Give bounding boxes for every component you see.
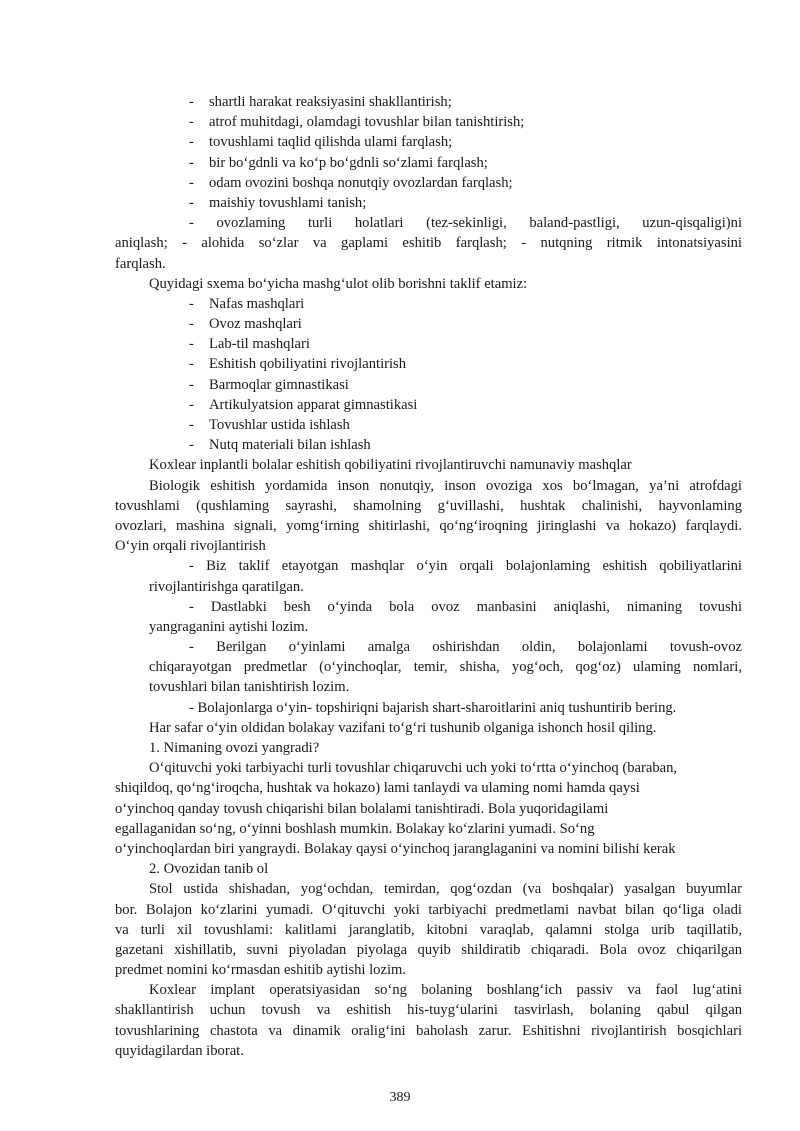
paragraph-line: - Dastlabki besh o‘yinda bola ovoz manbasini aniqlashi, nimaning tovushi [189,598,742,615]
list-item: - Tovushlar ustida ishlash [189,417,350,433]
list-item-text: odam ovozini boshqa nonutqiy ovozlardan farqlash; [209,174,513,191]
list-item-text: Nafas mashqlari [209,295,305,312]
list-item: - Nafas mashqlari [189,295,305,312]
schema-intro: Quyidagi sxema bo‘yicha mashg‘ulot olib borishni taklif etamiz: [149,275,528,292]
paragraph-line: yangraganini aytishi lozim. [149,618,309,635]
list-item-text: Barmoqlar gimnastikasi [209,376,349,393]
paragraph-bolajonlarga: - Bolajonlarga o‘yin- topshiriqni bajarish shart-sharoitlarini aniq tushuntirib bering. [189,699,677,716]
list-item: - Ovoz mashqlari [189,316,302,333]
list-item-text: maishiy tovushlami tanish; [209,194,367,211]
paragraph-voice-states [115,213,742,274]
paragraph-line: tovushlarining chastota va dinamik oralig‘ini baholash zarur. Eshitishni rivojlantirish bosqichlari [115,1022,742,1039]
bullet-list-schema [115,294,742,456]
list-item: - Barmoqlar gimnastikasi [189,376,349,393]
list-item-text: Eshitish qobiliyatini rivojlantirish [209,356,407,373]
paragraph-line: predmet nomini ko‘rmasdan eshitib aytishi lozim. [115,962,407,979]
section-heading: Koxlear inplantli bolalar eshitish qobiliyatini rivojlantiruvchi namunaviy mashqlar [149,457,632,474]
list-item: - Nutq materiali bilan ishlash [189,437,371,454]
paragraph-line: O‘yin orqali rivojlantirish [115,538,266,555]
paragraph-line: tovushlami (qushlaming sayrashi, shamolning g‘uvillashi, hushtak chalinishi, hayvonlaming [115,497,742,514]
list-item-text: atrof muhitdagi, olamdagi tovushlar bilan tanishtirish; [209,114,525,131]
paragraph-line: Stol ustida shishadan, yog‘ochdan, temirdan, qog‘ozdan (va boshqalar) yasalgan buyumlar [149,881,742,898]
paragraph-line: aniqlash; - alohida so‘zlar va gaplami eshitib farqlash; - nutqning ritmik intonatsiyasini [115,235,742,252]
list-item-text: Nutq materiali bilan ishlash [209,437,371,454]
paragraph-line: - Biz taklif etayotgan mashqlar o‘yin orqali bolajonlaming eshitish qobiliyatlarini [189,558,742,575]
page-body [115,92,742,1061]
list-item: - atrof muhitdagi, olamdagi tovushlar bilan tanishtirish; [189,114,525,131]
paragraph-line: ovozlari, mashina signali, yomg‘irning shitirlashi, qo‘ng‘iroqning jiringlashi va hokazo) farqlaydi. [115,517,742,534]
list-item: - Artikulyatsion apparat gimnastikasi [189,396,418,413]
list-item-text: Ovoz mashqlari [209,316,302,333]
paragraph-line: va turli xil tovushlami: kalitlami jaranglatib, kitobni varaqlab, qalamni stolga urib taqillatib, [115,921,742,938]
list-item-text: Tovushlar ustida ishlash [209,417,350,433]
paragraph-line: quyidagilardan iborat. [115,1042,244,1059]
paragraph-line: shakllantirish uchun tovush va eshitish his-tuyg‘ularini tasvirlash, bolaning qabul qilgan [115,1002,742,1019]
list-item: - bir bo‘gdnli va ko‘p bo‘gdnli so‘zlami farqlash; [189,154,488,171]
list-item-text: shartli harakat reaksiyasini shakllantirish; [209,94,452,110]
list-item-text: tovushlami taqlid qilishda ulami farqlash; [209,134,453,151]
paragraph-line: gazetani xishillatib, suvni piyoladan piyolaga quyib shildiratib chiqaradi. Bola ovoz chiqarilgan [115,941,742,958]
game-title: 1. Nimaning ovozi yangradi? [149,740,320,756]
paragraph-line: o‘yinchoqlardan biri yangraydi. Bolakay qaysi o‘yinchoq jaranglaganini va nomini bilishi kerak [115,840,676,857]
list-item-text: bir bo‘gdnli va ko‘p bo‘gdnli so‘zlami farqlash; [209,154,488,171]
paragraph-line: farqlash. [115,255,166,272]
paragraph-line: - ovozlaming turli holatlari (tez-sekinligi, baland-pastligi, uzun-qisqaligi)ni [189,215,742,232]
paragraph-line: Koxlear implant operatsiyasidan so‘ng bolaning boshlang‘ich passiv va faol lug‘atini [149,982,742,999]
list-item: - odam ovozini boshqa nonutqiy ovozlardan farqlash; [189,174,513,191]
paragraph-line: O‘qituvchi yoki tarbiyachi turli tovushlar chiqaruvchi uch yoki to‘rtta o‘yinchoq (baraban, [149,760,678,777]
paragraph-line: chiqarayotgan predmetlar (o‘yinchoqlar, temir, shisha, yog‘och, qog‘oz) ulaming nomlari, [149,659,742,676]
paragraph-line: o‘yinchoq qanday tovush chiqarishi bilan bolalami tanishtiradi. Bola yuqoridagilami [115,800,609,817]
list-item-text: Artikulyatsion apparat gimnastikasi [209,396,418,413]
paragraph-line: bor. Bolajon ko‘zlarini yumadi. O‘qituvchi yoki tarbiyachi predmetlami navbat bilan qo‘liga oladi [115,901,742,918]
paragraph-berilgan [115,637,742,698]
list-item: - tovushlami taqlid qilishda ulami farqlash; [189,134,453,151]
paragraph-line: - Berilgan o‘yinlami amalga oshirishdan oldin, bolajonlami tovush-ovoz [189,639,742,656]
bullet-list-skills [115,92,742,213]
paragraph-final [115,980,742,1061]
page-number: 389 [389,1090,411,1105]
list-item-text: Lab-til mashqlari [209,336,310,353]
paragraph-biz-taklif [115,556,742,596]
list-item: - maishiy tovushlami tanish; [189,194,367,211]
paragraph-har-safar: Har safar o‘yin oldidan bolakay vazifani to‘g‘ri tushunib olganiga ishonch hosil qiling. [149,719,657,736]
paragraph-line: shiqildoq, qo‘ng‘iroqcha, hushtak va hokazo) lami tanlaydi va ulaming nomi hamda qaysi [115,780,640,797]
list-item: - Lab-til mashqlari [189,336,310,353]
paragraph-biological-hearing [115,476,742,557]
paragraph-line: Biologik eshitish yordamida inson nonutqiy, inson ovoziga xos bo‘lmagan, ya’ni atrofdagi [149,477,742,494]
paragraph-game-2 [115,879,742,980]
paragraph-line: egallaganidan so‘ng, o‘yinni boshlash mumkin. Bolakay ko‘zlarini yumadi. So‘ng [115,820,595,837]
list-item: - shartli harakat reaksiyasini shakllantirish; [189,94,452,110]
list-item: - Eshitish qobiliyatini rivojlantirish [189,356,407,373]
game-title: 2. Ovozidan tanib ol [149,861,269,878]
paragraph-line: tovushlari bilan tanishtirish lozim. [149,679,350,696]
paragraph-dastlabki [115,597,742,637]
paragraph-line: rivojlantirishga qaratilgan. [149,578,304,595]
paragraph-game-1 [115,758,742,859]
